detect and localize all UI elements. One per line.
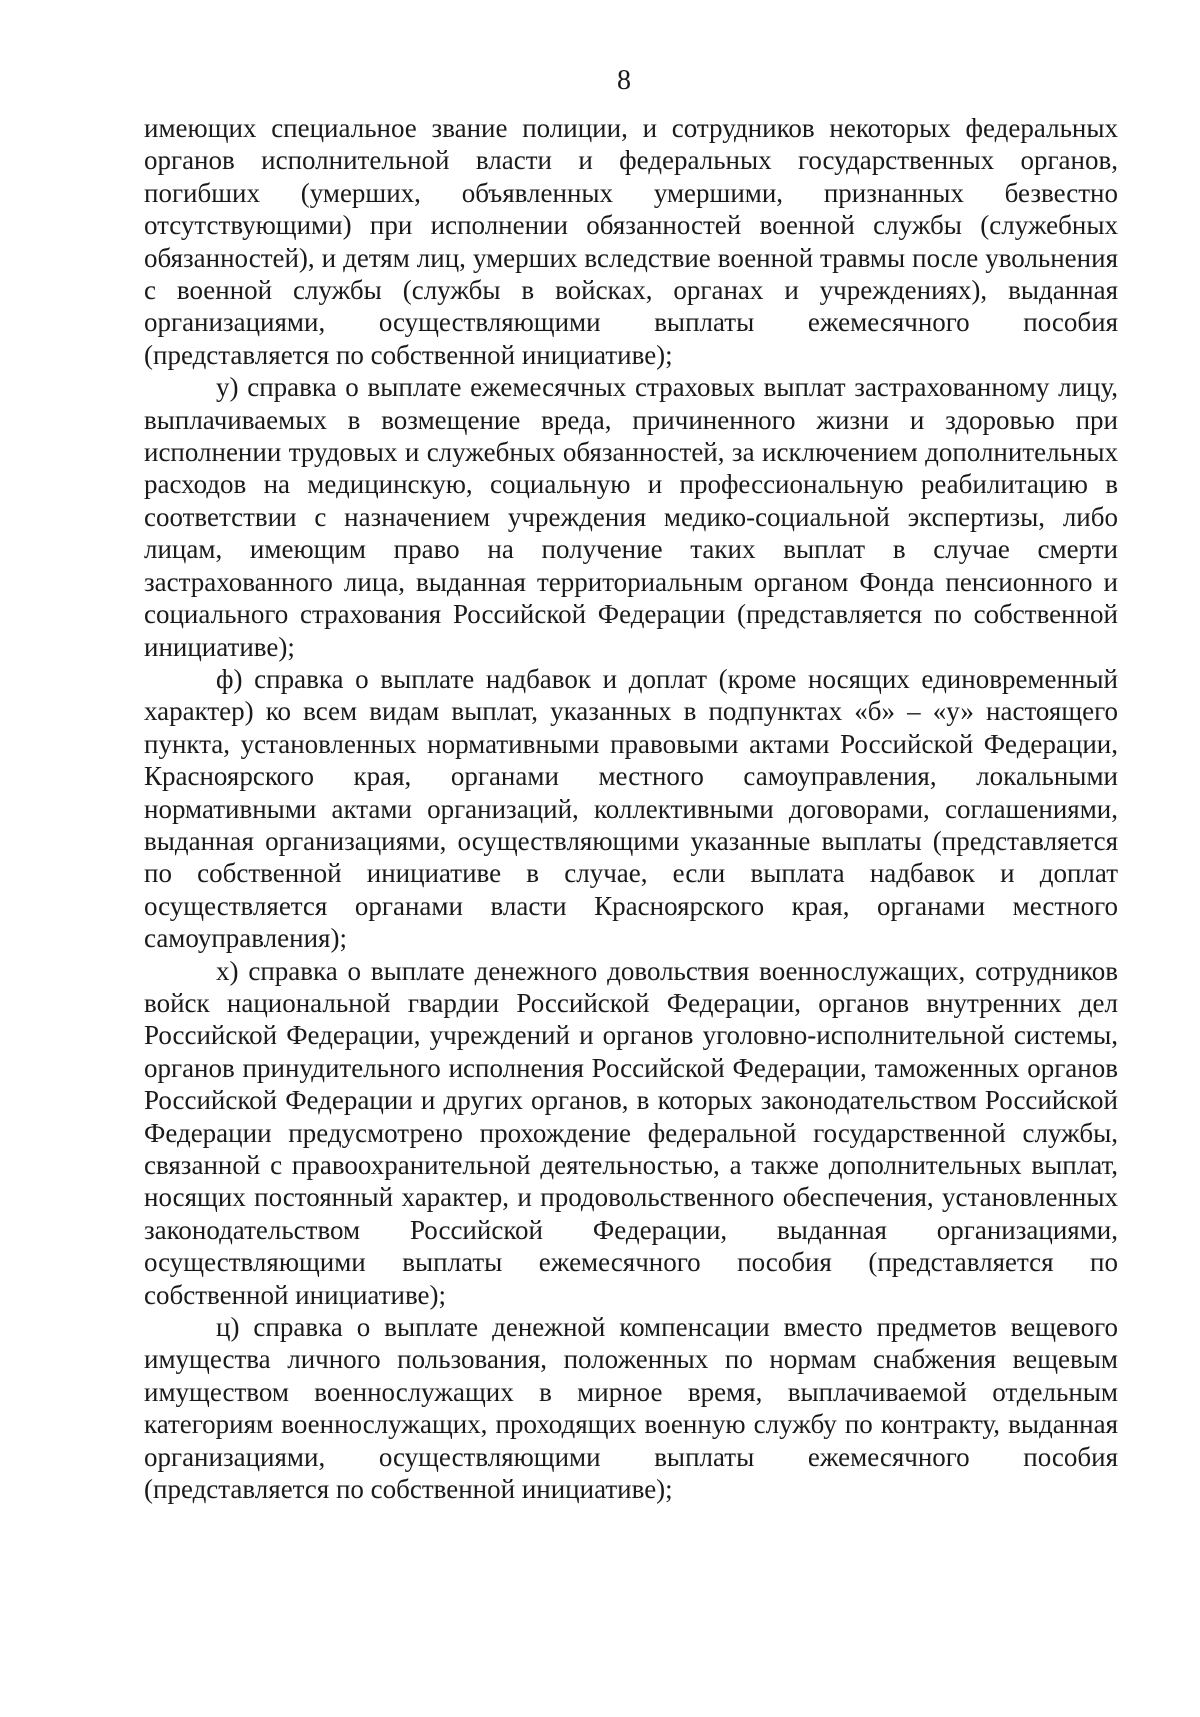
paragraph-item-u: у) справка о выплате ежемесячных страховых выплат застрахованному лицу, выплачиваемых в возмещение вреда, причиненного жизни и здоровью при исполнении трудовых и служебных обязанностей, за исключением дополнительных расходов на медицинскую, социальную и профессиональную реабилитацию в соответствии с назначением учреждения медико-социальной экспертизы, либо лицам, имеющим право на получение таких выплат в случае смерти застрахованного лица, выданная территориальным органом Фонда пенсионного и социального страхования Российской Федерации (представляется по собственной инициативе); [144, 372, 1118, 662]
paragraph-continuation: имеющих специальное звание полиции, и сотрудников некоторых федеральных органов исполнительной власти и федеральных государственных органов, погибших (умерших, объявленных умершими, признанных безвестно отсутствующими) при исполнении обязанностей военной службы (служебных обязанностей), и детям лиц, умерших вследствие военной травмы после увольнения с военной службы (службы в войсках, органах и учреждениях), выданная организациями, осуществляющими выплаты ежемесячного пособия (представляется по собственной инициативе); [144, 113, 1118, 370]
page-number: 8 [617, 65, 631, 96]
paragraph-item-ts: ц) справка о выплате денежной компенсации вместо предметов вещевого имущества личного пользования, положенных по нормам снабжения вещевым имуществом военнослужащих в мирное время, выплачиваемой отдельным категориям военнослужащих, проходящих военную службу по контракту, выданная организациями, осуществляющими выплаты ежемесячного пособия (представляется по собственной инициативе); [144, 1312, 1118, 1505]
paragraph-item-f: ф) справка о выплате надбавок и доплат (кроме носящих единовременный характер) ко всем видам выплат, указанных в подпунктах «б» – «у» настоящего пункта, установленных нормативными правовыми актами Российской Федерации, Красноярского края, органами местного самоуправления, локальными нормативными актами организаций, коллективными договорами, соглашениями, выданная организациями, осуществляющими указанные выплаты (представляется по собственной инициативе в случае, если выплата надбавок и доплат осуществляется органами власти Красноярского края, органами местного самоуправления); [144, 663, 1118, 954]
paragraph-item-kh: х) справка о выплате денежного довольствия военнослужащих, сотрудников войск национальной гвардии Российской Федерации, органов внутренних дел Российской Федерации, учреждений и органов уголовно-исполнительной системы, органов принудительного исполнения Российской Федерации, таможенных органов Российской Федерации и других органов, в которых законодательством Российской Федерации предусмотрено прохождение федеральной государственной службы, связанной с правоохранительной деятельностью, а также дополнительных выплат, носящих постоянный характер, и продовольственного обеспечения, установленных законодательством Российской Федерации, выданная организациями, осуществляющими выплаты ежемесячного пособия (представляется по собственной инициативе); [144, 955, 1118, 1310]
document-body [144, 112, 1118, 1505]
